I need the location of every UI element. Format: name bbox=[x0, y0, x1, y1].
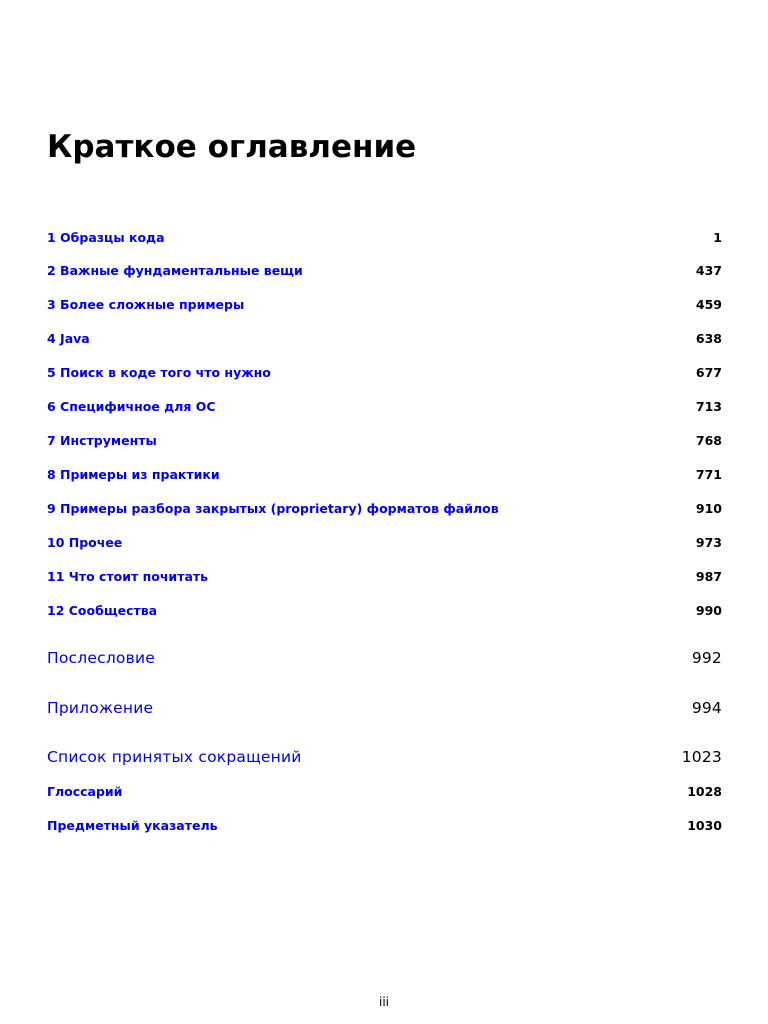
toc-entry-title[interactable]: 12 Сообщества bbox=[47, 603, 158, 618]
toc-entry-title[interactable]: 4 Java bbox=[47, 331, 90, 346]
toc-entry-page: 437 bbox=[695, 263, 722, 278]
toc-entry-title[interactable]: Предметный указатель bbox=[47, 818, 218, 833]
toc-entry[interactable] bbox=[47, 297, 722, 313]
toc-entry[interactable] bbox=[47, 467, 722, 483]
toc-entry-title[interactable]: 8 Примеры из практики bbox=[47, 467, 220, 482]
toc-entry-page: 1030 bbox=[687, 818, 722, 833]
toc-entry-page: 771 bbox=[695, 467, 722, 482]
toc-entry-page: 1028 bbox=[687, 784, 722, 799]
toc-entry-page: 638 bbox=[695, 331, 722, 346]
toc-entry[interactable] bbox=[47, 365, 722, 381]
toc-entry[interactable] bbox=[47, 399, 722, 415]
toc-entry[interactable] bbox=[47, 603, 722, 619]
toc-entry[interactable] bbox=[47, 747, 722, 767]
page-number: iii bbox=[378, 995, 389, 1009]
toc-entry[interactable] bbox=[47, 263, 722, 279]
toc-entry[interactable] bbox=[47, 230, 722, 246]
toc-entry-title[interactable]: 2 Важные фундаментальные вещи bbox=[47, 263, 303, 278]
toc-entry-page: 992 bbox=[691, 649, 722, 667]
toc-entry[interactable] bbox=[47, 698, 722, 718]
toc-entry-title[interactable]: 7 Инструменты bbox=[47, 433, 157, 448]
toc-entry-title[interactable]: 11 Что стоит почитать bbox=[47, 569, 209, 584]
toc-entry-title[interactable]: 5 Поиск в коде того что нужно bbox=[47, 365, 271, 380]
toc-entry-title[interactable]: Приложение bbox=[47, 699, 154, 717]
toc-entry-page: 677 bbox=[695, 365, 722, 380]
toc-entry-page: 1 bbox=[713, 230, 722, 245]
toc-entry-page: 1023 bbox=[681, 748, 722, 766]
toc-entry-title[interactable]: 10 Прочее bbox=[47, 535, 123, 550]
toc-entry-page: 987 bbox=[695, 569, 722, 584]
toc-entry-title[interactable]: 6 Специфичное для ОС bbox=[47, 399, 216, 414]
toc-entry-title[interactable]: Список принятых сокращений bbox=[47, 748, 302, 766]
toc-entry-page: 768 bbox=[695, 433, 722, 448]
page-title: Краткое оглавление bbox=[47, 129, 417, 165]
toc-entry[interactable] bbox=[47, 501, 722, 517]
toc-entry-page: 910 bbox=[695, 501, 722, 516]
toc-entry-page: 973 bbox=[695, 535, 722, 550]
toc-entry[interactable] bbox=[47, 569, 722, 585]
toc-entry-title[interactable]: Глоссарий bbox=[47, 784, 123, 799]
toc-entry[interactable] bbox=[47, 433, 722, 449]
toc-entry[interactable] bbox=[47, 648, 722, 668]
toc-entry[interactable] bbox=[47, 784, 722, 800]
toc-entry-title[interactable]: Послесловие bbox=[47, 649, 155, 667]
toc-entry[interactable] bbox=[47, 818, 722, 834]
toc-entry-title[interactable]: 3 Более сложные примеры bbox=[47, 297, 245, 312]
toc-entry-title[interactable]: 1 Образцы кода bbox=[47, 230, 165, 245]
toc-entry-page: 459 bbox=[695, 297, 722, 312]
toc-entry-title[interactable]: 9 Примеры разбора закрытых (proprietary) форматов файлов bbox=[47, 501, 499, 516]
toc-entry[interactable] bbox=[47, 331, 722, 347]
toc-entry[interactable] bbox=[47, 535, 722, 551]
toc-entry-page: 713 bbox=[695, 399, 722, 414]
toc-entry-page: 994 bbox=[691, 699, 722, 717]
toc-entry-page: 990 bbox=[695, 603, 722, 618]
